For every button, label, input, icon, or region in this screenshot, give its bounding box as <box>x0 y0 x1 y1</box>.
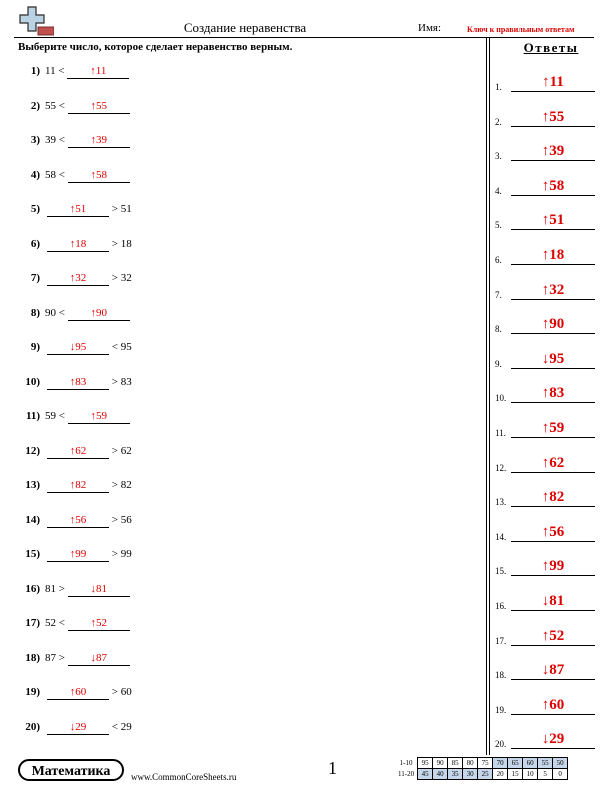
answer-row <box>495 624 600 648</box>
answer-value: ↑90 <box>511 315 595 334</box>
answer-value: ↓95 <box>511 350 595 369</box>
expression-left: 90 < <box>45 306 68 319</box>
answer-row <box>495 658 600 682</box>
answer-number: 7. <box>495 289 502 300</box>
problem-expression <box>45 652 130 666</box>
answer-number: 17. <box>495 635 507 646</box>
answer-blank[interactable]: ↑82 <box>47 479 109 493</box>
answer-value: ↑52 <box>511 627 595 646</box>
answer-blank[interactable]: ↑62 <box>47 445 109 459</box>
answer-blank[interactable]: ↑32 <box>47 272 109 286</box>
expression-right: > 62 <box>109 444 132 457</box>
problem-expression <box>45 617 130 631</box>
answer-blank[interactable]: ↑99 <box>47 548 109 562</box>
score-row <box>396 758 568 769</box>
answer-row <box>495 589 600 613</box>
problem-number: 10) <box>25 375 40 388</box>
score-cell: 95 <box>418 758 433 769</box>
answer-number: 12. <box>495 462 507 473</box>
expression-right: > 56 <box>109 513 132 526</box>
score-cell: 15 <box>508 769 523 780</box>
problem-number: 2) <box>30 99 40 112</box>
expression-right: > 82 <box>109 479 132 491</box>
problem-expression <box>45 445 132 459</box>
problem-expression <box>45 376 132 390</box>
answer-row <box>495 347 600 371</box>
answer-key-note: Ключ к правильным ответам <box>467 25 575 34</box>
answer-number: 2. <box>495 116 502 127</box>
expression-left: 81 > <box>45 582 68 595</box>
answer-number: 13. <box>495 497 507 508</box>
problem-number: 15) <box>25 548 40 560</box>
problem-number: 6) <box>30 237 40 250</box>
expression-left: 58 < <box>45 168 68 181</box>
answer-number: 3. <box>495 151 502 162</box>
expression-right: > 60 <box>109 686 132 698</box>
problem-number: 19) <box>25 686 40 698</box>
expression-left: 55 < <box>45 99 68 112</box>
answer-number: 1. <box>495 82 502 92</box>
score-cell: 85 <box>448 758 463 769</box>
score-row <box>396 769 568 780</box>
page-number: 1 <box>328 758 337 778</box>
answer-row <box>495 105 600 129</box>
problem-number: 5) <box>30 203 40 215</box>
answer-value: ↑55 <box>511 108 595 127</box>
answer-value: ↑56 <box>511 523 595 542</box>
expression-right: > 32 <box>109 272 132 284</box>
answer-row <box>495 416 600 440</box>
problem-number: 13) <box>25 479 40 491</box>
expression-right: > 18 <box>109 237 132 250</box>
answer-row <box>495 312 600 336</box>
score-cell: 25 <box>478 769 493 780</box>
problem-expression <box>45 479 132 493</box>
expression-right: < 95 <box>109 341 132 353</box>
problem-number: 1) <box>30 65 40 77</box>
problem-number: 4) <box>30 168 40 181</box>
worksheet-title: Создание неравенства <box>183 20 307 35</box>
answer-value: ↑60 <box>511 696 595 715</box>
answer-number: 19. <box>495 704 507 715</box>
expression-right: < 29 <box>109 720 132 733</box>
answer-row <box>495 485 600 509</box>
answer-blank[interactable]: ↑90 <box>68 307 130 321</box>
expression-right: > 51 <box>109 203 132 215</box>
answer-value: ↑32 <box>511 281 595 300</box>
score-cell: 80 <box>463 758 478 769</box>
score-cell: 0 <box>553 769 568 780</box>
problem-number: 9) <box>30 341 40 353</box>
answer-value: ↑59 <box>511 419 595 438</box>
answer-blank[interactable]: ↑11 <box>67 65 129 79</box>
problem-number: 18) <box>25 651 40 664</box>
expression-left: 11 < <box>45 65 68 77</box>
problem-expression <box>45 169 130 183</box>
answer-blank[interactable]: ↑83 <box>47 376 109 390</box>
answer-blank[interactable]: ↓81 <box>68 583 130 597</box>
answer-number: 8. <box>495 324 502 335</box>
score-cell: 50 <box>553 758 568 769</box>
instructions: Выберите число, которое сделает неравенство верным. <box>18 41 293 53</box>
answer-value: ↑99 <box>511 557 595 576</box>
answer-number: 14. <box>495 531 507 542</box>
answer-blank[interactable]: ↓95 <box>47 341 109 355</box>
score-table <box>396 757 568 780</box>
answer-value: ↓87 <box>511 661 595 680</box>
problem-expression <box>45 548 132 562</box>
expression-right: > 99 <box>109 548 132 560</box>
answer-row <box>495 208 600 232</box>
answer-blank[interactable]: ↑51 <box>47 203 109 217</box>
answer-row <box>495 727 600 751</box>
answer-value: ↑62 <box>511 454 595 473</box>
answer-row <box>495 70 600 94</box>
header-divider <box>14 37 594 38</box>
score-cell: 20 <box>493 769 508 780</box>
answer-value: ↑51 <box>511 211 595 230</box>
problem-number: 20) <box>25 720 40 733</box>
answer-number: 16. <box>495 601 507 611</box>
score-cell: 65 <box>508 758 523 769</box>
score-cell: 60 <box>523 758 538 769</box>
answer-row <box>495 520 600 544</box>
problem-number: 17) <box>25 617 40 629</box>
answer-row <box>495 278 600 302</box>
score-cell: 90 <box>433 758 448 769</box>
score-cell: 55 <box>538 758 553 769</box>
problem-number: 14) <box>25 513 40 526</box>
answer-blank[interactable]: ↑60 <box>47 686 109 700</box>
problem-number: 8) <box>30 306 40 319</box>
problem-expression <box>45 686 132 700</box>
score-cell: 40 <box>433 769 448 780</box>
score-range-label: 11-20 <box>398 770 415 778</box>
answer-row <box>495 381 600 405</box>
problem-expression <box>45 721 132 735</box>
plus-logo-icon <box>18 5 54 37</box>
problem-number: 7) <box>30 272 40 284</box>
problem-expression <box>45 272 132 286</box>
expression-left: 87 > <box>45 651 68 664</box>
problem-expression <box>45 134 130 148</box>
answer-number: 5. <box>495 220 502 231</box>
answer-row <box>495 243 600 267</box>
score-range-label: 1-10 <box>399 759 413 767</box>
site-url: www.CommonCoreSheets.ru <box>131 772 237 782</box>
answer-blank[interactable]: ↓87 <box>68 652 130 666</box>
answer-number: 15. <box>495 566 507 577</box>
problem-expression <box>45 238 132 252</box>
answer-blank[interactable]: ↑39 <box>68 134 130 148</box>
score-cell: 45 <box>418 769 433 780</box>
brand-badge: Математика <box>18 759 124 781</box>
score-cell: 75 <box>478 758 493 769</box>
answer-blank[interactable]: ↓29 <box>47 721 109 735</box>
answers-title: Ответы <box>523 40 579 55</box>
problem-expression <box>45 514 132 528</box>
answer-number: 6. <box>495 255 502 265</box>
expression-left: 59 < <box>45 410 68 422</box>
problem-expression <box>45 410 130 424</box>
answer-number: 18. <box>495 670 507 681</box>
answer-row <box>495 693 600 717</box>
answer-number: 9. <box>495 358 502 369</box>
problem-expression <box>45 307 130 321</box>
answer-blank[interactable]: ↑52 <box>68 617 130 631</box>
problem-number: 3) <box>30 134 40 146</box>
answer-blank[interactable]: ↑18 <box>47 238 109 252</box>
score-cell: 10 <box>523 769 538 780</box>
problem-expression <box>45 100 130 114</box>
column-divider <box>486 37 487 755</box>
problem-expression <box>45 65 129 79</box>
answer-row <box>495 554 600 578</box>
problem-number: 12) <box>25 444 40 457</box>
answer-row <box>495 174 600 198</box>
answer-value: ↑11 <box>511 73 595 92</box>
expression-right: > 83 <box>109 375 132 388</box>
answer-value: ↓29 <box>511 730 595 749</box>
answer-value: ↑39 <box>511 142 595 161</box>
problem-number: 11) <box>25 410 40 422</box>
answer-blank[interactable]: ↑59 <box>68 410 130 424</box>
answer-blank[interactable]: ↑55 <box>68 100 130 114</box>
problem-expression <box>45 583 130 597</box>
problem-expression <box>45 341 132 355</box>
answer-value: ↑58 <box>511 177 595 196</box>
answer-value: ↑83 <box>511 384 595 403</box>
answer-row <box>495 139 600 163</box>
expression-left: 39 < <box>45 134 68 146</box>
expression-left: 52 < <box>45 617 68 629</box>
problem-number: 16) <box>25 582 40 595</box>
answer-blank[interactable]: ↑56 <box>47 514 109 528</box>
answer-blank[interactable]: ↑58 <box>68 169 130 183</box>
answer-value: ↑18 <box>511 246 595 265</box>
score-cell: 70 <box>493 758 508 769</box>
score-cell: 35 <box>448 769 463 780</box>
answer-number: 10. <box>495 393 507 404</box>
answer-value: ↑82 <box>511 488 595 507</box>
answer-number: 4. <box>495 185 502 196</box>
answer-value: ↓81 <box>511 592 595 611</box>
name-label: Имя: <box>418 22 442 34</box>
score-cell: 5 <box>538 769 553 780</box>
column-divider <box>489 37 490 755</box>
answer-number: 20. <box>495 739 507 750</box>
answer-row <box>495 451 600 475</box>
score-cell: 30 <box>463 769 478 780</box>
answer-number: 11. <box>495 428 506 438</box>
problem-expression <box>45 203 132 217</box>
